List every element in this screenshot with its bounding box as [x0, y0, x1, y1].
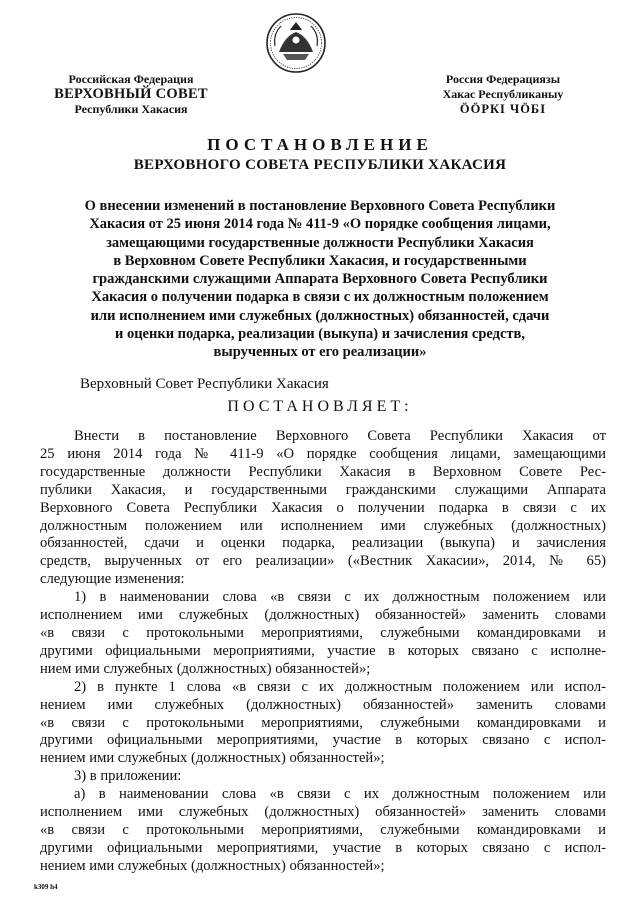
header-left-republic: Республики Хакасия: [74, 102, 188, 116]
header-left-country: Российская Федерация: [68, 72, 194, 86]
body-line: обязанностей, сдачи и оценки подарка, реализации (выкупа) и зачисления: [40, 535, 606, 552]
subject-line: гражданскими служащими Аппарата Верховного Совета Республики: [92, 271, 548, 288]
body-line: другими официальными мероприятиями, участие в которых связано с испол-: [40, 839, 606, 856]
body-line: 1) в наименовании слова «в связи с их должностным положением или: [74, 589, 606, 606]
document-subject: [40, 197, 600, 362]
body-line: а) в наименовании слова «в связи с их должностным положением или: [74, 786, 606, 803]
body-line: следующие изменения:: [40, 571, 185, 588]
header-left-block: [36, 72, 226, 117]
subject-line: вырученных от его реализации»: [213, 344, 427, 361]
subject-line: в Верховном Совете Республики Хакасия, и государственными: [113, 252, 527, 269]
document-body: [40, 428, 606, 876]
body-line: исполнением ими служебных (должностных) обязанностей» заменить словами: [40, 607, 606, 624]
body-line: нением ими служебных (должностных) обязанностей»;: [40, 857, 385, 874]
document-type-title: ПОСТАНОВЛЕНИЕ: [207, 135, 433, 154]
body-line: «в связи с протокольными мероприятиями, служебными командировками и: [40, 821, 606, 838]
body-line: средств, вырученных от его реализации» («Вестник Хакасии», 2014, № 65): [40, 553, 606, 570]
body-line: государственные должности Республики Хакасия в Верховном Совете Рес-: [40, 463, 606, 480]
body-line: Верховного Совета Республики Хакасия о получении подарка в связи с их: [40, 499, 606, 516]
body-line: публики Хакасия, и государственными гражданскими служащими Аппарата: [40, 481, 606, 498]
subject-line: Хакасия от 25 июня 2014 года № 411-9 «О порядке сообщения лицами,: [89, 216, 551, 233]
subject-line: О внесении изменений в постановление Верховного Совета Республики: [84, 198, 556, 214]
body-line: другими официальными мероприятиями, участие в которых связано с исполне-: [40, 642, 606, 659]
subject-line: Хакасия о получении подарка в связи с их должностным положением: [91, 289, 549, 306]
decrees-heading: ПОСТАНОВЛЯЕТ:: [227, 398, 413, 415]
body-line: должностным положением или исполнением ими служебных (должностных): [40, 517, 606, 534]
subject-line: и оценки подарка, реализации (выкупа) и зачисления средств,: [114, 326, 526, 343]
body-line: исполнением ими служебных (должностных) обязанностей» заменить словами: [40, 804, 606, 821]
body-line: «в связи с протокольными мероприятиями, служебными командировками и: [40, 624, 606, 641]
body-line: другими официальными мероприятиями, участие в которых связано с испол-: [40, 732, 606, 749]
header-left-council: ВЕРХОВНЫЙ СОВЕТ: [54, 86, 208, 102]
body-line: нением ими служебных (должностных) обязанностей» заменить словами: [40, 696, 606, 713]
body-line: Внести в постановление Верховного Совета Республики Хакасия от: [74, 428, 606, 444]
subject-line: или исполнением ими служебных (должностных) обязанностей, сдачи: [90, 307, 550, 324]
header-right-block: [408, 72, 598, 117]
body-line: нием ими служебных (должностных) обязанностей»;: [40, 660, 371, 677]
body-line: 2) в пункте 1 слова «в связи с их должностным положением или испол-: [74, 678, 606, 695]
document-organization: ВЕРХОВНОГО СОВЕТА РЕСПУБЛИКИ ХАКАСИЯ: [133, 157, 507, 173]
body-line: 25 июня 2014 года № 411-9 «О порядке сообщения лицами, замещающими: [40, 445, 606, 462]
header-right-republic: Хакас Республиканыу: [442, 87, 564, 101]
body-line: «в связи с протокольными мероприятиями, служебными командировками и: [40, 714, 606, 731]
footer-code: k309 h4: [34, 883, 58, 891]
body-line: нением ими служебных (должностных) обязанностей»;: [40, 750, 385, 767]
body-line: 3) в приложении:: [74, 768, 182, 785]
subject-line: замещающими государственные должности Республики Хакасия: [106, 234, 534, 251]
header-right-council: ÖÖРКI ЧÖБI: [459, 102, 547, 116]
header-right-country: Россия Федерациязы: [445, 72, 561, 86]
issuer-line: Верховный Совет Республики Хакасия: [80, 376, 329, 392]
coat-of-arms-emblem-icon: [265, 12, 327, 74]
